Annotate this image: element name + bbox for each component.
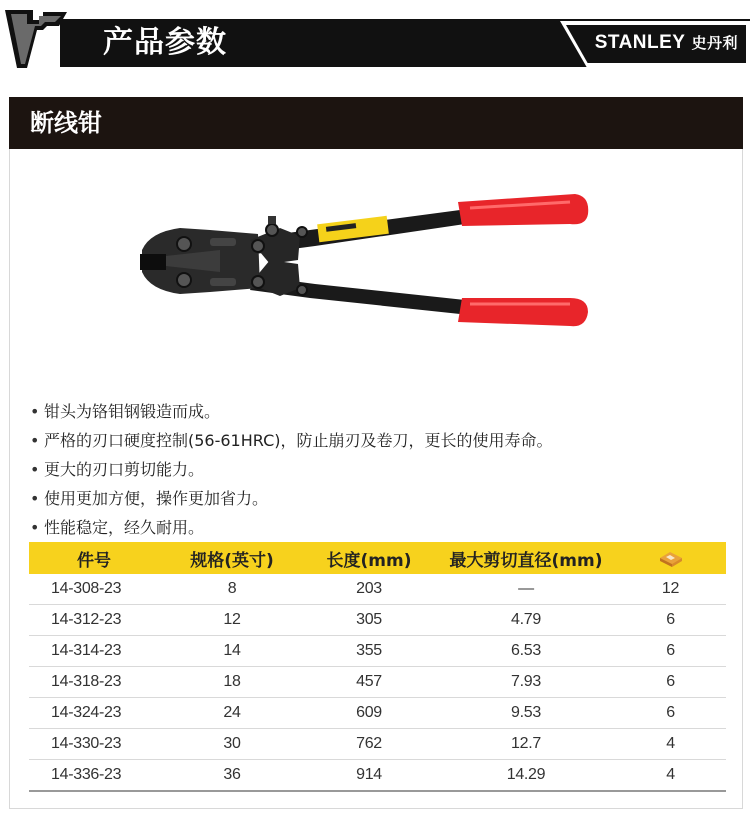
cell-size: 24: [163, 698, 301, 729]
header-pack-qty: [615, 542, 726, 574]
feature-item: • 更大的刃口剪切能力。: [30, 460, 205, 479]
cell-length: 203: [301, 574, 437, 605]
table-row: [29, 574, 726, 605]
table-row: [29, 698, 726, 729]
cell-max-cut: 14.29: [437, 760, 615, 792]
table-row: [29, 636, 726, 667]
cell-part-no: 14-324-23: [29, 698, 163, 729]
hammer-logo-icon: [3, 6, 73, 70]
brand-name: STANLEY: [594, 32, 686, 53]
cell-max-cut: 9.53: [437, 698, 615, 729]
cell-part-no: 14-330-23: [29, 729, 163, 760]
brand-logo: [568, 30, 746, 56]
cell-length: 355: [301, 636, 437, 667]
header-max-cut: 最大剪切直径(mm): [437, 542, 615, 574]
cell-part-no: 14-308-23: [29, 574, 163, 605]
cell-max-cut: 6.53: [437, 636, 615, 667]
cell-pack-qty: 6: [615, 698, 726, 729]
header-length: 长度(mm): [301, 542, 437, 574]
brand-name-cn: 史丹利: [691, 34, 738, 52]
cell-max-cut: 7.93: [437, 667, 615, 698]
spec-table: [29, 542, 726, 792]
feature-list: [30, 397, 553, 542]
table-row: [29, 760, 726, 792]
table-row: [29, 729, 726, 760]
feature-item: • 性能稳定，经久耐用。: [30, 518, 205, 537]
bolt-cutter-image: [130, 180, 600, 340]
section-title: 断线钳: [30, 109, 102, 137]
cell-length: 914: [301, 760, 437, 792]
cell-length: 762: [301, 729, 437, 760]
section-header: [9, 97, 743, 149]
feature-item: • 使用更加方便，操作更加省力。: [30, 489, 269, 508]
table-header-row: [29, 542, 726, 574]
table-row: [29, 605, 726, 636]
page-title: 产品参数: [103, 25, 227, 60]
cell-max-cut: 12.7: [437, 729, 615, 760]
cell-size: 8: [163, 574, 301, 605]
feature-item: • 严格的刃口硬度控制(56-61HRC)，防止崩刃及卷刀，更长的使用寿命。: [30, 431, 553, 450]
cell-pack-qty: 6: [615, 605, 726, 636]
cell-size: 30: [163, 729, 301, 760]
cell-part-no: 14-314-23: [29, 636, 163, 667]
cell-part-no: 14-336-23: [29, 760, 163, 792]
cell-max-cut: —: [437, 574, 615, 605]
cell-length: 305: [301, 605, 437, 636]
cell-part-no: 14-318-23: [29, 667, 163, 698]
cell-pack-qty: 12: [615, 574, 726, 605]
cell-length: 609: [301, 698, 437, 729]
header-part-no: 件号: [29, 542, 163, 574]
cell-pack-qty: 6: [615, 636, 726, 667]
cell-size: 14: [163, 636, 301, 667]
feature-item: • 钳头为铬钼钢锻造而成。: [30, 402, 221, 421]
table-row: [29, 667, 726, 698]
header-size: 规格(英寸): [163, 542, 301, 574]
cell-max-cut: 4.79: [437, 605, 615, 636]
cell-size: 18: [163, 667, 301, 698]
cell-length: 457: [301, 667, 437, 698]
cell-pack-qty: 4: [615, 760, 726, 792]
cell-size: 12: [163, 605, 301, 636]
package-icon: [658, 548, 684, 568]
cell-part-no: 14-312-23: [29, 605, 163, 636]
cell-size: 36: [163, 760, 301, 792]
cell-pack-qty: 4: [615, 729, 726, 760]
cell-pack-qty: 6: [615, 667, 726, 698]
